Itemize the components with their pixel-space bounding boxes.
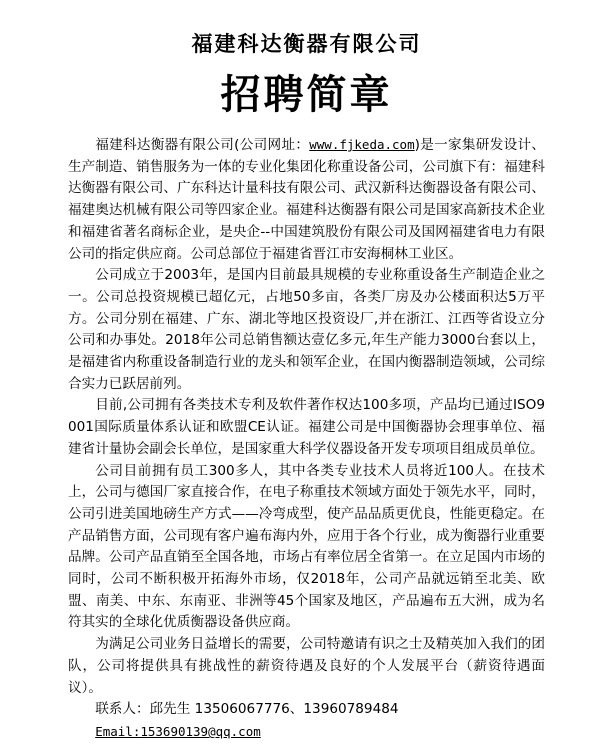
recruitment-paragraph: 为满足公司业务日益增长的需要，公司特邀请有识之士及精英加入我们的团队，公司将提供具有挑战性的薪资待遇及良好的个人发展平台（薪资待遇面议）。 — [68, 636, 545, 696]
history-paragraph: 公司成立于2003年，是国内目前最具规模的专业称重设备生产制造企业之一。公司总投资规模已超亿元，占地50多亩，各类厂房及办公楼面积达5万平方。公司分别在福建、广东、湖北等地区投资设厂,并在浙江、江西等省设立分公司和办事处。2018年公司总销售额达壹亿多元,年生产能力3000台套以上，是福建省内称重设备制造行业的龙头和领军企业，在国内衡器制造领域，公司综合实力已跃居前列。 — [68, 267, 545, 392]
email-address-link[interactable]: 153690139@qq.com — [140, 723, 261, 739]
certification-paragraph: 目前,公司拥有各类技术专利及软件著作权达100多项，产品均已通过ISO9001国际质量体系认证和欧盟CE认证。福建公司是中国衡器协会理事单位、福建省计量协会副会长单位，是国家重大科学仪器设备开发专项项目组成员单位。 — [68, 397, 545, 457]
intro-paragraph — [68, 134, 545, 265]
contact-person-line: 联系人：邱先生 13506067776、13960789484 — [95, 701, 399, 718]
intro-text-before-url: 福建科达衡器有限公司(公司网址： — [95, 137, 310, 153]
intro-text-after-url: )是一家集研发设计、生产制造、销售服务为一体的专业化集团化称重设备公司，公司旗下有：福建科达衡器有限公司、广东科达计量科技有限公司、武汉新科达衡器设备有限公司、福建奥达机械有限公司等四家企业。福建科达衡器有限公司是国家高新技术企业和福建省著名商标企业，是央企--中国建筑股份有限公司及国网福建省电力有限公司的指定供应商。公司总部位于福建省晋江市安海桐林工业区。 — [68, 137, 545, 262]
email-label: Email: — [95, 723, 141, 739]
email-line — [68, 721, 545, 744]
company-website-link[interactable]: www.fjkeda.com — [309, 137, 415, 152]
company-name-heading: 福建科达衡器有限公司 — [191, 32, 422, 56]
staff-market-paragraph: 公司目前拥有员工300多人，其中各类专业技术人员将近100人。在技术上，公司与德国厂家直接合作，在电子称重技术领域方面处于领先水平，同时，公司引进美国地磅生产方式——冷弯成型，使产品品质更优良，性能更稳定。在产品销售方面，公司现有客户遍布海内外，应用于各个行业，成为衡器行业重要品牌。公司产品直销至全国各地，市场占有率位居全省第一。在立足国内市场的同时，公司不断积极开拓海外市场，仅2018年，公司产品就远销至北美、欧盟、南美、中东、东南亚、非洲等45个国家及地区，产品遍布五大洲，成为名符其实的全球化优质衡器设备供应商。 — [68, 462, 545, 631]
document-title: 招聘简章 — [220, 72, 393, 118]
